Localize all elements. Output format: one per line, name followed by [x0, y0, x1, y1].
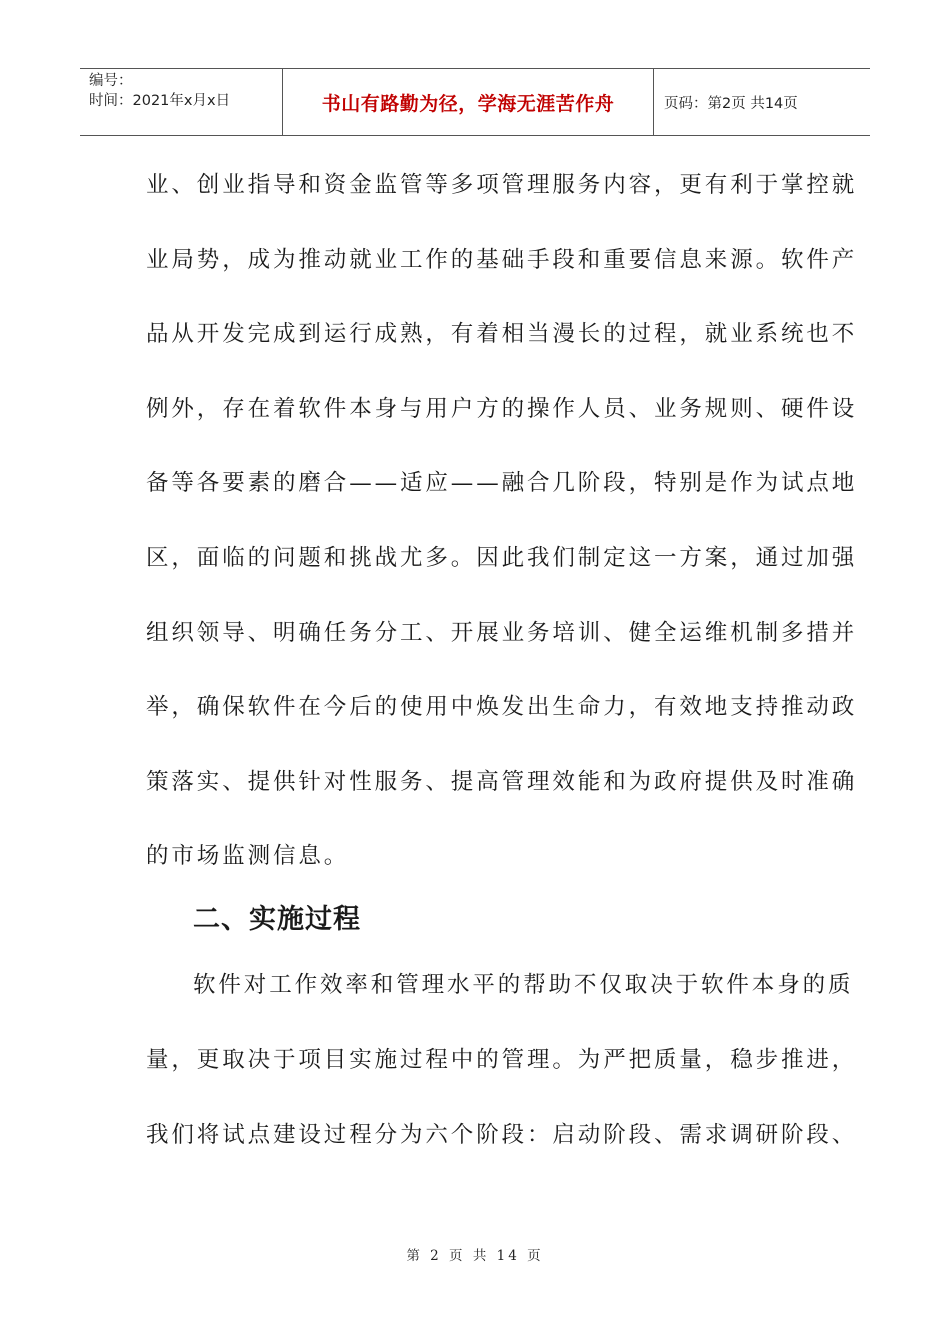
section-line: 软件对工作效率和管理水平的帮助不仅取决于软件本身的质: [193, 972, 854, 998]
body-line: 例外，存在着软件本身与用户方的操作人员、业务规则、硬件设: [146, 396, 858, 422]
document-number-label: 编号：: [89, 73, 133, 89]
page-footer: 第 2 页 共 14 页: [406, 1248, 544, 1264]
document-date: 时间：2021年x月x日: [89, 93, 231, 109]
page-header: [80, 68, 870, 136]
body-line: 品从开发完成到运行成熟，有着相当漫长的过程，就业系统也不: [146, 321, 858, 347]
body-line: 区，面临的问题和挑战尤多。因此我们制定这一方案，通过加强: [146, 545, 858, 571]
body-line: 备等各要素的磨合——适应——融合几阶段，特别是作为试点地: [146, 470, 858, 496]
header-meta: [80, 69, 282, 135]
header-motto: 书山有路勤为径，学海无涯苦作舟: [282, 69, 654, 135]
body-line: 的市场监测信息。: [146, 843, 350, 869]
section-heading: 二、实施过程: [193, 904, 361, 935]
body-line: 业、创业指导和资金监管等多项管理服务内容，更有利于掌控就: [146, 172, 858, 198]
section-line: 量，更取决于项目实施过程中的管理。为严把质量，稳步推进，: [146, 1047, 858, 1073]
body-line: 组织领导、明确任务分工、开展业务培训、健全运维机制多措并: [146, 620, 858, 646]
body-line: 举，确保软件在今后的使用中焕发出生命力，有效地支持推动政: [146, 694, 858, 720]
body-line: 业局势，成为推动就业工作的基础手段和重要信息来源。软件产: [146, 247, 858, 273]
body-line: 策落实、提供针对性服务、提高管理效能和为政府提供及时准确: [146, 769, 858, 795]
section-line: 我们将试点建设过程分为六个阶段：启动阶段、需求调研阶段、: [146, 1122, 858, 1148]
header-page-code: 页码：第2页 共14页: [664, 95, 798, 112]
